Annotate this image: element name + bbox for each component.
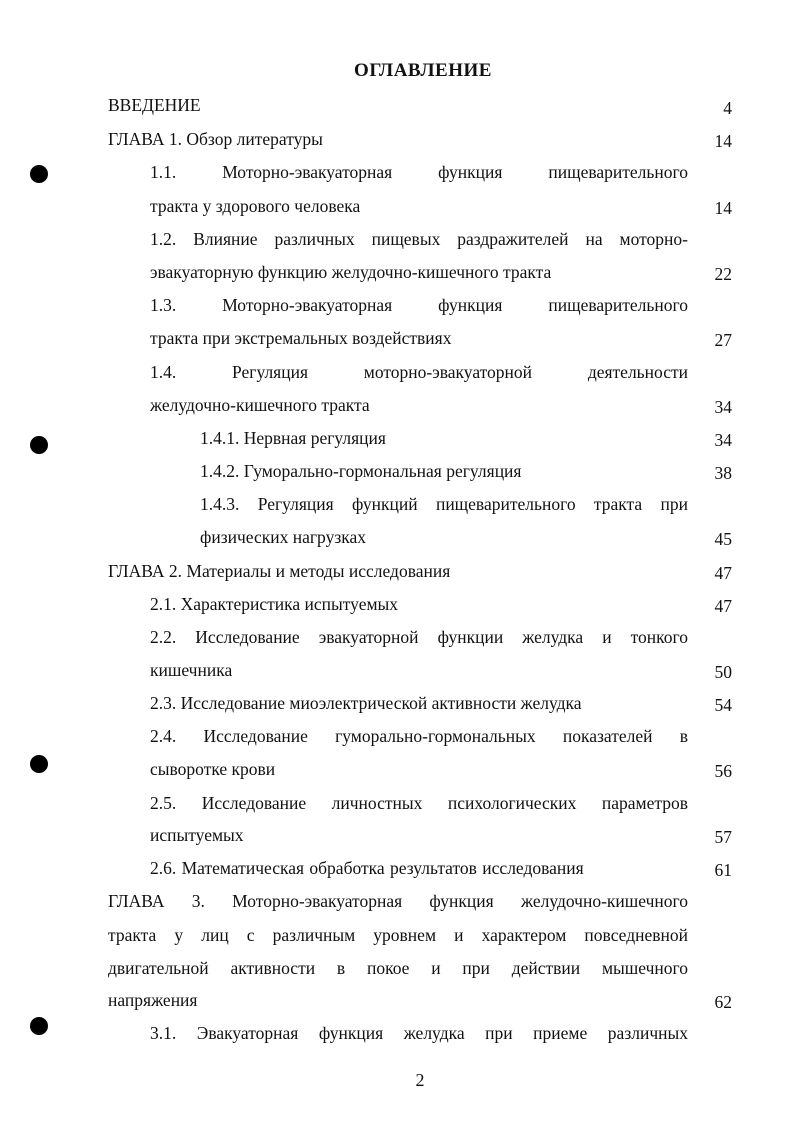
binder-hole: [30, 755, 48, 773]
toc-page-number: 62: [714, 992, 732, 1012]
toc-entry-title: 2.1. Характеристика испытуемых: [150, 594, 399, 614]
binder-hole: [30, 436, 48, 454]
toc-entry-title: 2.3. Исследование миоэлектрической активности желудка: [150, 693, 582, 713]
toc-entry-title: 1.4. Регуляция моторно-эвакуаторной деятельности: [150, 362, 688, 382]
toc-page-number: 38: [714, 463, 732, 483]
toc-entry-title: 2.5. Исследование личностных психологических параметров: [150, 793, 688, 813]
toc-entry-title: 1.4.2. Гуморально-гормональная регуляция: [200, 461, 522, 481]
toc-page-number: 54: [714, 695, 732, 715]
toc-page-number: 57: [714, 827, 732, 847]
toc-entry-title-cont: эвакуаторную функцию желудочно-кишечного тракта: [150, 262, 552, 282]
toc-entry-title: 2.2. Исследование эвакуаторной функции желудка и тонкого: [150, 627, 688, 647]
toc-entry-title: 1.4.3. Регуляция функций пищеварительного тракта при: [200, 494, 688, 514]
binder-hole: [30, 1017, 48, 1035]
toc-entry-title-cont: физических нагрузках: [200, 527, 366, 547]
toc-page-number: 61: [714, 860, 732, 880]
toc-page-number: 47: [714, 563, 732, 583]
toc-entry-title-cont: двигательной активности в покое и при действии мышечного: [108, 958, 688, 978]
toc-entry-title: 2.4. Исследование гуморально-гормональных показателей в: [150, 726, 688, 746]
toc-page-number: 14: [714, 131, 732, 151]
toc-entry-title-cont: сыворотке крови: [150, 759, 276, 779]
toc-page-number: 22: [714, 264, 732, 284]
page-number: 2: [415, 1070, 425, 1090]
toc-page-number: 14: [714, 198, 732, 218]
toc-entry-title-cont: напряжения: [108, 990, 198, 1010]
toc-page-number: 56: [714, 761, 732, 781]
toc-entry-title: 2.6. Математическая обработка результатов исследования: [150, 858, 584, 878]
toc-page-number: 4: [723, 98, 732, 118]
toc-entry-title-cont: тракта у здорового человека: [150, 196, 361, 216]
binder-hole: [30, 165, 48, 183]
toc-entry-title-cont: испытуемых: [150, 825, 244, 845]
toc-entry-title: 1.2. Влияние различных пищевых раздражителей на моторно-: [150, 229, 688, 249]
toc-page-number: 34: [714, 430, 732, 450]
toc-page-number: 50: [714, 662, 732, 682]
toc-entry-title-cont: кишечника: [150, 660, 233, 680]
toc-entry-title: ГЛАВА 1. Обзор литературы: [108, 129, 323, 149]
toc-entry-title: ВВЕДЕНИЕ: [108, 95, 201, 115]
toc-entry-title: ГЛАВА 3. Моторно-эвакуаторная функция желудочно-кишечного: [108, 891, 688, 911]
toc-entry-title: ГЛАВА 2. Материалы и методы исследования: [108, 561, 451, 581]
toc-entry-title: 1.3. Моторно-эвакуаторная функция пищеварительного: [150, 295, 688, 315]
toc-entry-title-cont: тракта при экстремальных воздействиях: [150, 328, 452, 348]
toc-page-number: 45: [714, 529, 732, 549]
toc-entry-title: 1.4.1. Нервная регуляция: [200, 428, 386, 448]
page-title: ОГЛАВЛЕНИЕ: [354, 60, 492, 81]
toc-entry-title: 1.1. Моторно-эвакуаторная функция пищеварительного: [150, 162, 688, 182]
toc-page-number: 47: [714, 596, 732, 616]
toc-page-number: 27: [714, 330, 732, 350]
toc-entry-title-cont: желудочно-кишечного тракта: [150, 395, 370, 415]
toc-page-number: 34: [714, 397, 732, 417]
toc-entry-title: 3.1. Эвакуаторная функция желудка при приеме различных: [150, 1023, 688, 1043]
toc-entry-title-cont: тракта у лиц с различным уровнем и характером повседневной: [108, 925, 688, 945]
